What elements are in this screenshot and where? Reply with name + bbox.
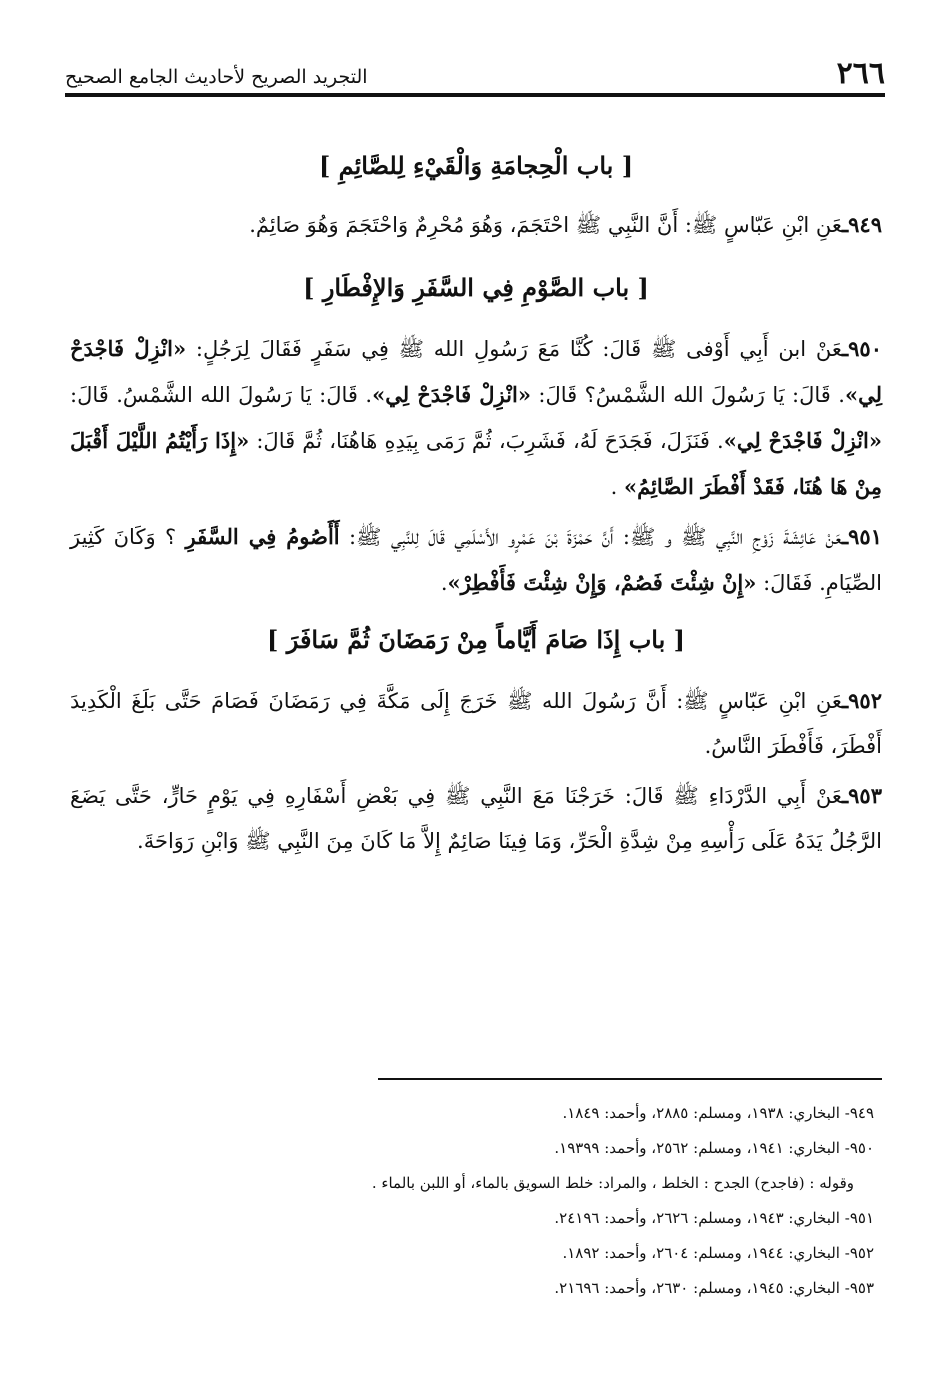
hadith-number: ٩٤٩ـ [842,212,882,237]
hadith-951 [70,514,882,606]
hadith-quote: أَأَصُومُ فِي السَّفَرِ [185,524,340,549]
hadith-950 [70,326,882,510]
hadith-quote: «انْزِلْ فَاجْدَحْ لِي» [723,428,882,453]
hadith-text: عَنِ ابْنِ عَبّاسٍ ﷺ: أَنَّ رَسُولَ الله ﷺ خَرَجَ إِلَى مَكَّةَ فِي رَمَضَانَ فَصَامَ حَتَّى بَلَغَ الْكَدِيدَ أَفْطَرَ، فَأَفْطَرَ النَّاسُ. [70,689,882,758]
hadith-quote: «انْزِلْ فَاجْدَحْ لِي» [70,336,882,407]
chapter-heading-fasting-then-travel: [ باب إِذَا صَامَ أَيَّاماً مِنْ رَمَضَانَ ثُمَّ سَافَرَ ] [266,625,685,654]
running-title: التجريد الصريح لأحاديث الجامع الصحيح [65,66,368,88]
hadith-text: . [610,475,624,499]
hadith-text: . [440,571,448,595]
hadith-quote: «إِنْ شِئْتَ فَصُمْ، وَإِنْ شِئْتَ فَأَفْطِرْ» [447,570,757,595]
hadith-quote: «إِذَا رَأَيْتُمُ اللَّيْلَ أَقْبَلَ مِنْ هَا هُنَا، فَقَدْ أَفْطَرَ الصَّائِمُ» [70,428,882,499]
footnote-rule [378,1078,882,1080]
hadith-number: ٩٥٠ـ [841,336,882,361]
chapter-heading-fasting-travel: [ باب الصَّوْمِ فِي السَّفَرِ وَالإِفْطَارِ ] [303,273,649,302]
main-text [70,148,882,864]
hadith-number: ٩٥٢ـ [842,688,882,713]
chapter-heading-cupping: [ باب الْحِجامَةِ وَالْقَيْءِ لِلصَّائِمِ ] [318,151,634,180]
footnote-950-note: وقوله : (فاجدح) الجدح : الخلط ، والمراد: خلط السويق بالماء، أو اللبن بالماء . [371,1174,854,1192]
hadith-number: ٩٥٣ـ [842,783,882,808]
footnote-950: ٩٥٠- البخاري: ١٩٤١، ومسلم: ٢٥٦٢، وأحمد: ١٩٣٩٩. [554,1139,874,1157]
hadith-text: . فَنَزَلَ، فَجَدَحَ لَهُ، فَشَرِبَ، ثُمَّ رَمَى بِيَدِهِ هَاهُنَا، ثُمَّ قَالَ: [249,429,724,453]
footnote-952: ٩٥٢- البخاري: ١٩٤٤، ومسلم: ٢٦٠٤، وأحمد: ١٨٩٢. [562,1244,874,1262]
hadith-text: عَنْ ابن أَبِي أَوْفى ﷺ قَالَ: كُنَّا مَعَ رَسُولِ الله ﷺ فِي سَفَرٍ فَقَالَ لِرَجُلٍ: [186,337,842,361]
hadith-949 [70,202,882,248]
footnotes [70,1096,874,1306]
footnote-953: ٩٥٣- البخاري: ١٩٤٥، ومسلم: ٢٦٣٠، وأحمد: ٢١٦٩٦. [554,1279,874,1297]
hadith-952 [70,678,882,769]
hadith-953 [70,773,882,864]
footnote-949: ٩٤٩- البخاري: ١٩٣٨، ومسلم: ٢٨٨٥، وأحمد: ١٨٤٩. [562,1104,874,1122]
hadith-number: ٩٥١ـ [842,524,882,549]
hadith-quote: «انْزِلْ فَاجْدَحْ لِي» [372,382,531,407]
running-head [65,48,885,92]
hadith-text: ؟ وَكَانَ كَثِيرَ الصِّيَامِ. فَقَالَ: [70,525,882,595]
hadith-text: عَنْ أَبِي الدَّرْدَاءِ ﷺ قَالَ: خَرَجْنَا مَعَ النَّبِي ﷺ فِي بَعْضِ أَسْفَارِهِ فِي يَوْمٍ حَارٍّ، حَتَّى يَضَعَ الرَّجُلُ يَدَهُ عَلَى رَأْسِهِ مِنْ شِدَّةِ الْحَرِّ، وَمَا فِينَا صَائِمٌ إِلاَّ مَا كَانَ مِنَ النَّبِي ﷺ وَابْنِ رَوَاحَةَ. [70,784,882,853]
hadith-text: . قَالَ: يَا رَسُولَ الله الشَّمْسُ. قَالَ: [70,383,373,407]
page-number: ٢٦٦ [836,56,885,91]
footnote-951: ٩٥١- البخاري: ١٩٤٣، ومسلم: ٢٦٢٦، وأحمد: ٢٤١٩٦. [554,1209,874,1227]
hadith-text: . قَالَ: يَا رَسُولَ الله الشَّمْسُ؟ قَالَ: [530,383,845,407]
hadith-text: عَنْ عَائِشَةَ زَوْجِ النَّبِي ﷺ و ﷺ: أَنَّ حَمْزَةَ بْنَ عَمْرٍو الأَسْلَمِي قَالَ لِلنَّبِي ﷺ: [339,525,842,549]
header-rule [65,93,885,97]
hadith-text: عَنِ ابْنِ عَبّاسٍ ﷺ: أَنَّ النَّبِي ﷺ احْتَجَمَ، وَهُوَ مُحْرِمٌ وَاحْتَجَمَ وَهُوَ صَائِمٌ. [249,213,842,237]
